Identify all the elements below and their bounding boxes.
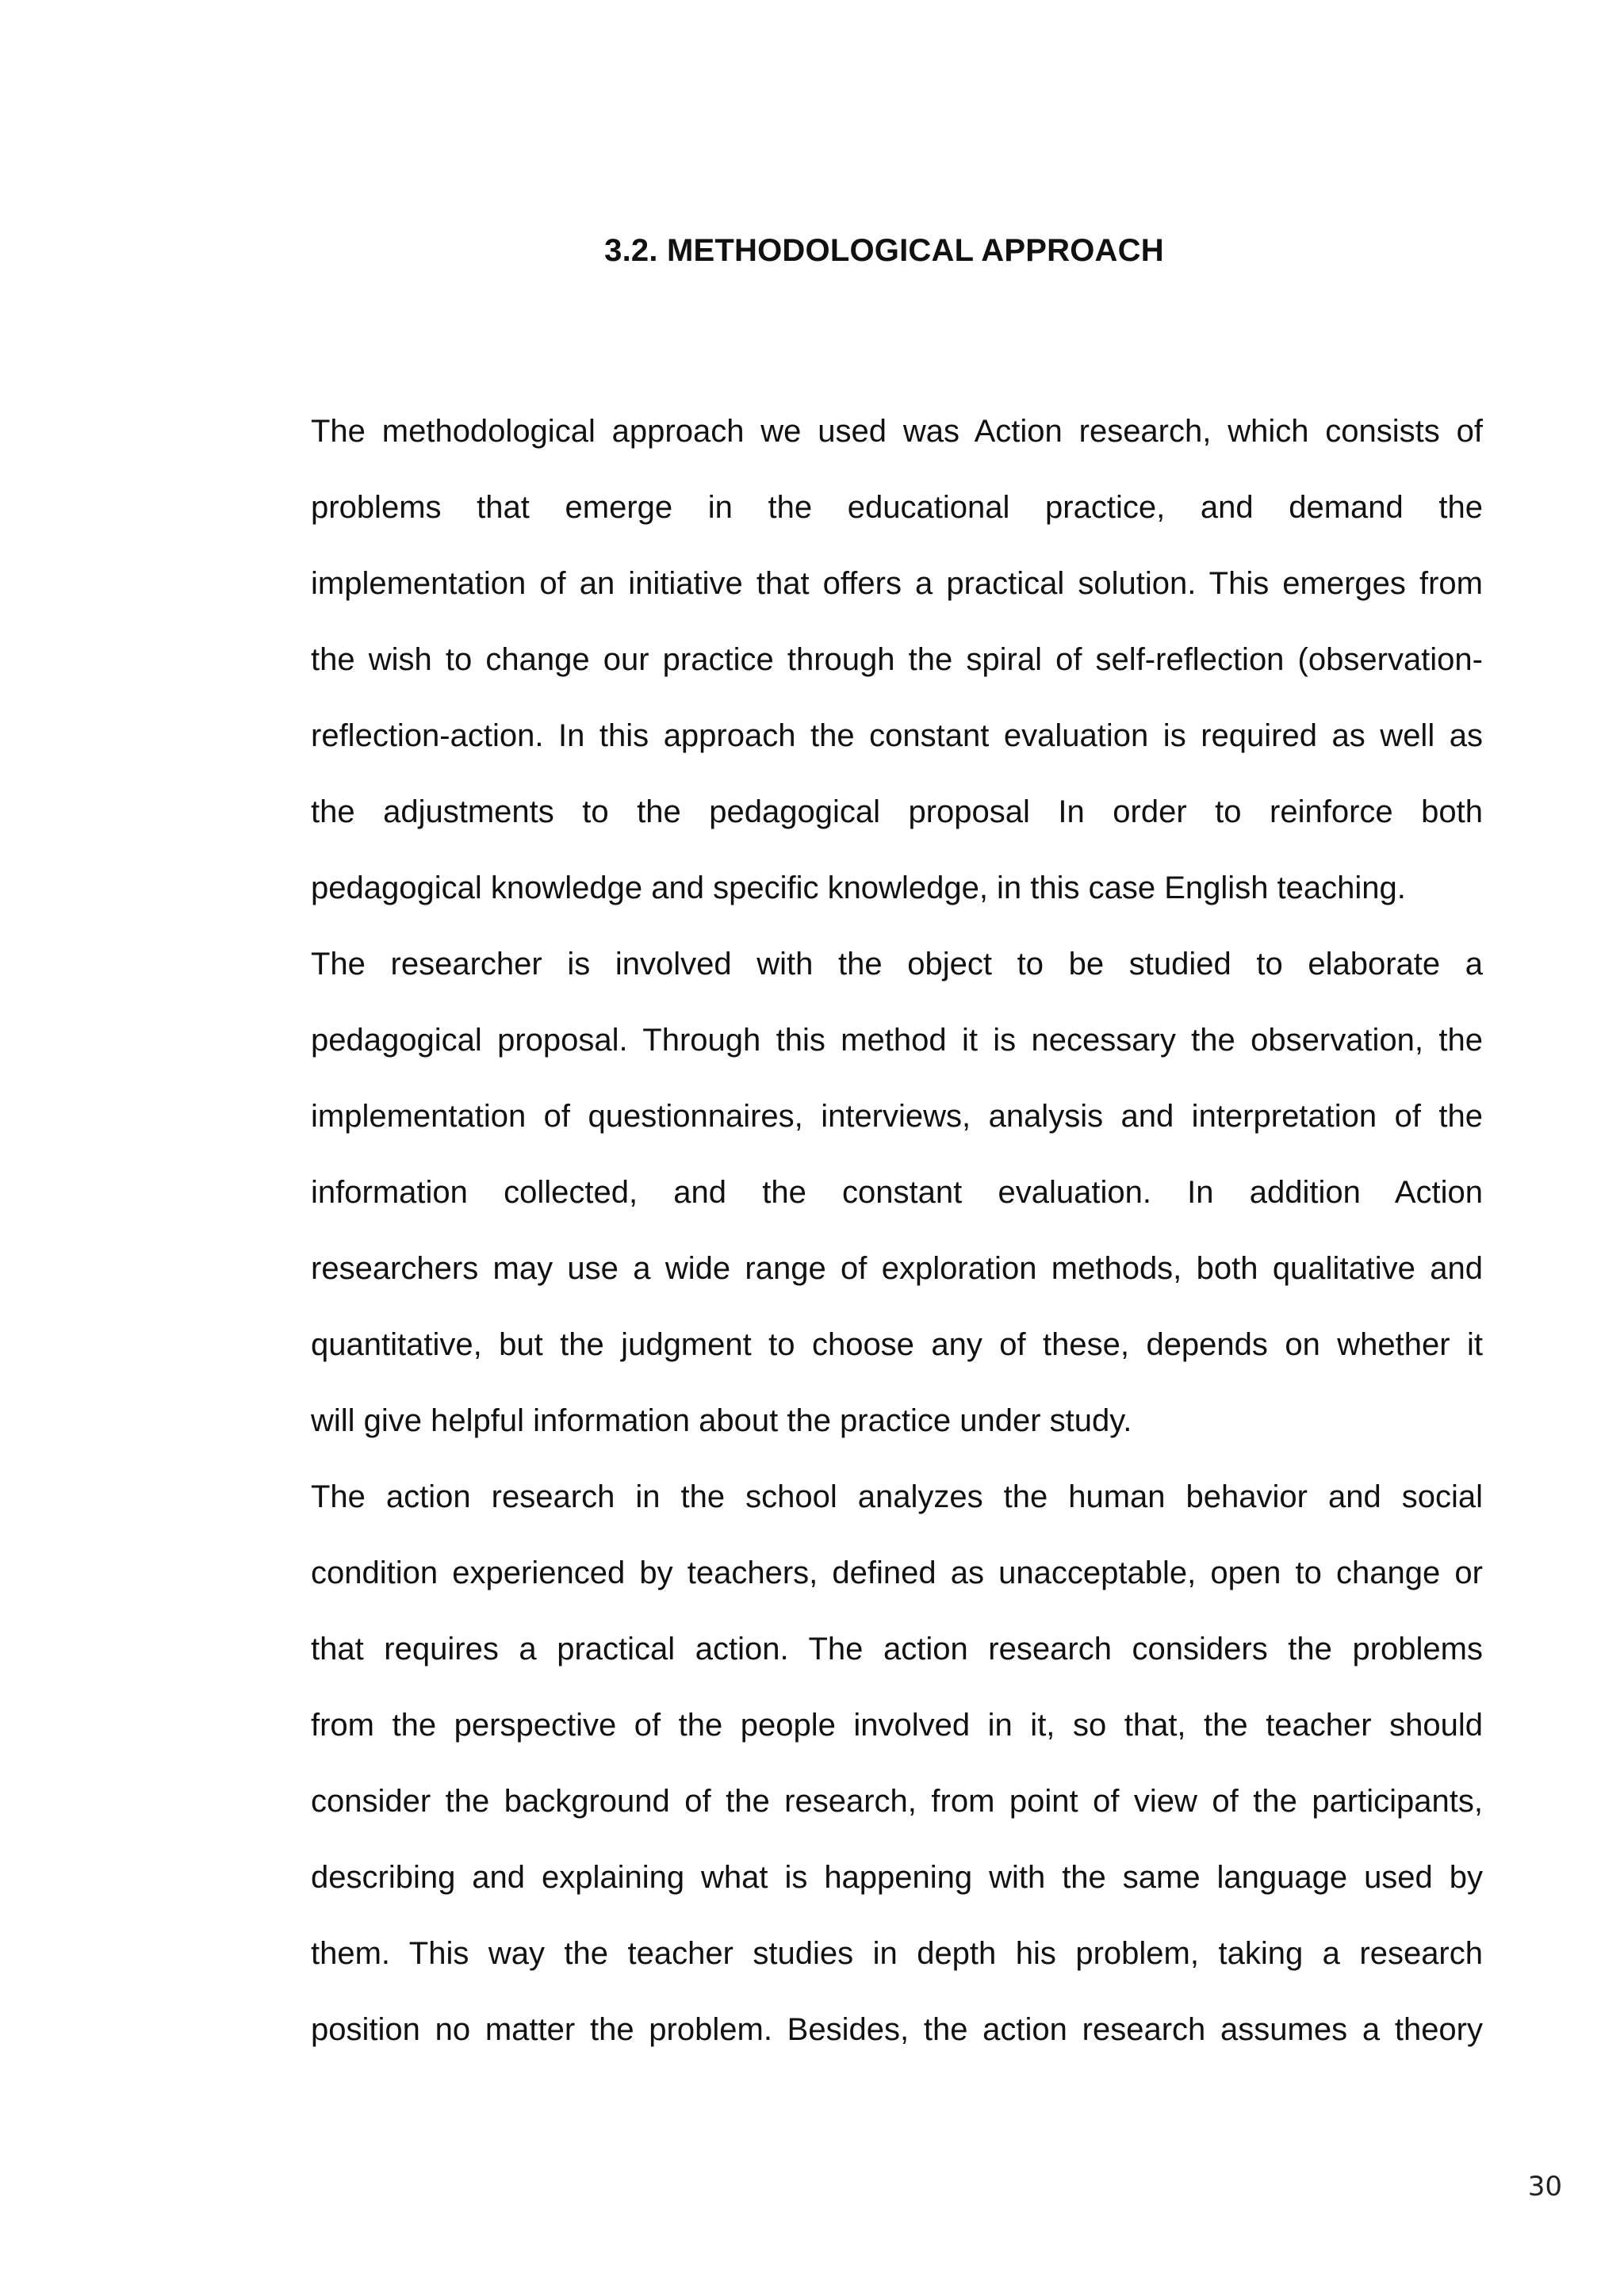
section-heading: 3.2. METHODOLOGICAL APPROACH (604, 233, 1164, 268)
text-line: consider the background of the research, from point of view of the participants, (311, 1784, 1483, 1819)
text-line: implementation of an initiative that offers a practical solution. This emerges from (311, 566, 1483, 601)
text-line: that requires a practical action. The action research considers the problems (311, 1632, 1483, 1667)
text-line: describing and explaining what is happening with the same language used by (311, 1860, 1483, 1895)
text-line: information collected, and the constant evaluation. In addition Action (311, 1175, 1483, 1210)
text-line: them. This way the teacher studies in depth his problem, taking a research (311, 1936, 1483, 1971)
text-line: pedagogical knowledge and specific knowledge, in this case English teaching. (311, 871, 1406, 905)
text-line: quantitative, but the judgment to choose any of these, depends on whether it (311, 1327, 1483, 1362)
text-line: the adjustments to the pedagogical proposal In order to reinforce both (311, 794, 1483, 829)
text-line: The action research in the school analyzes the human behavior and social (311, 1479, 1483, 1514)
text-line: reflection-action. In this approach the constant evaluation is required as well as (311, 718, 1483, 753)
text-line: pedagogical proposal. Through this method it is necessary the observation, the (311, 1023, 1483, 1058)
text-line: researchers may use a wide range of exploration methods, both qualitative and (311, 1251, 1483, 1286)
text-line: will give helpful information about the practice under study. (311, 1403, 1132, 1438)
text-line: implementation of questionnaires, interviews, analysis and interpretation of the (311, 1099, 1483, 1134)
text-line: The methodological approach we used was Action research, which consists of (311, 414, 1483, 449)
text-line: the wish to change our practice through the spiral of self-reflection (observation- (311, 642, 1483, 677)
text-line: problems that emerge in the educational practice, and demand the (311, 490, 1483, 525)
text-line: condition experienced by teachers, defined as unacceptable, open to change or (311, 1556, 1483, 1590)
text-line: position no matter the problem. Besides, the action research assumes a theory (311, 2012, 1483, 2047)
page-number: 30 (1527, 2171, 1562, 2202)
text-line: The researcher is involved with the object to be studied to elaborate a (311, 947, 1483, 982)
text-line: from the perspective of the people involved in it, so that, the teacher should (311, 1708, 1483, 1743)
body-text (311, 412, 1483, 2087)
